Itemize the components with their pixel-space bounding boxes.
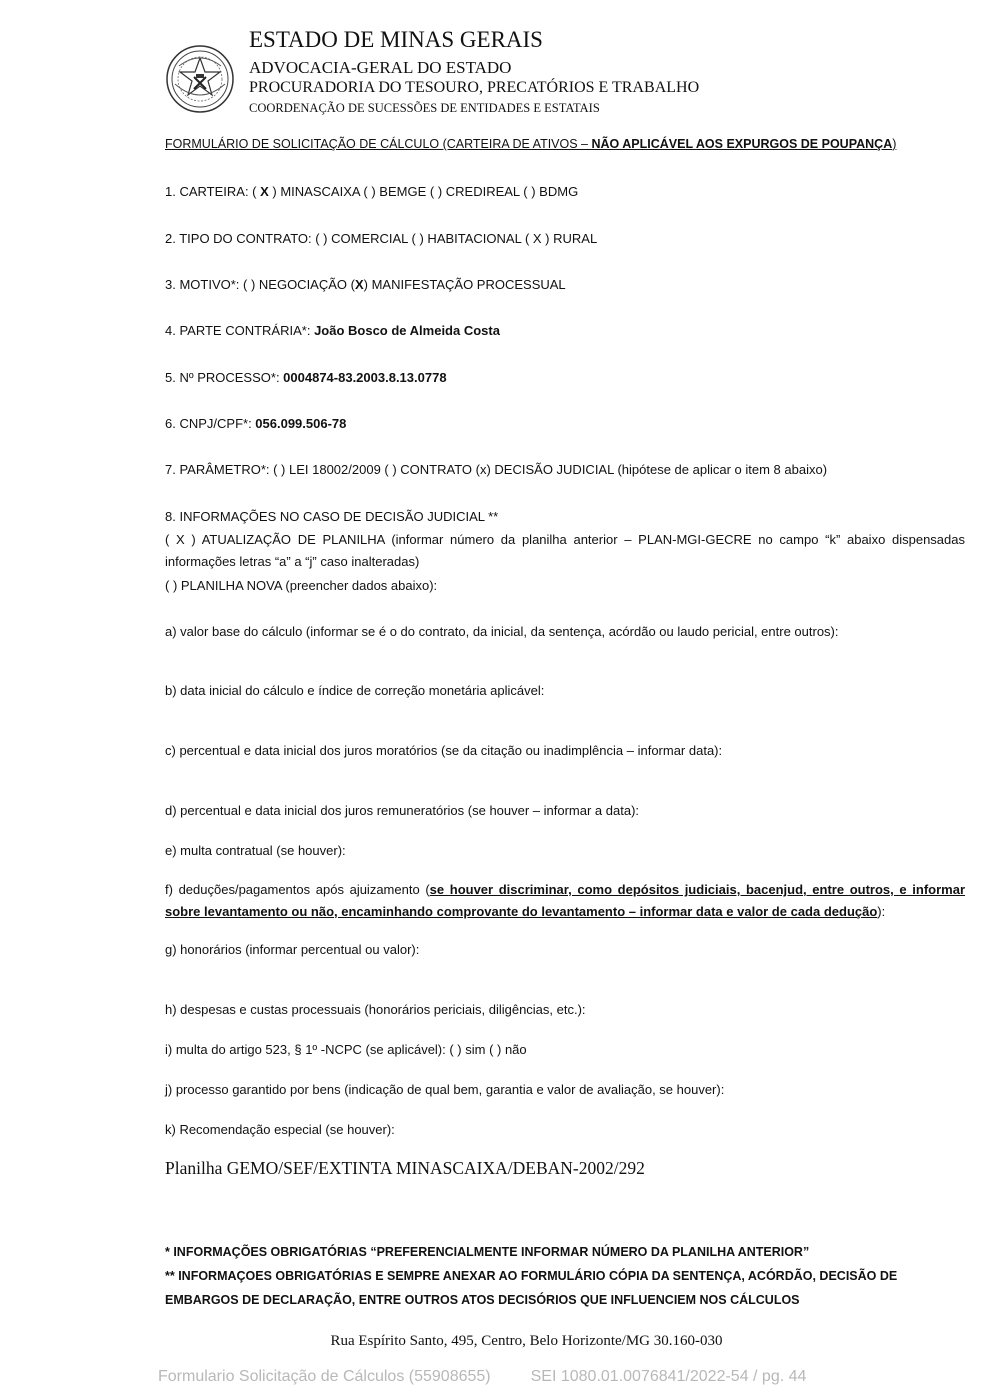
header-agency: ADVOCACIA-GERAL DO ESTADO [249, 58, 512, 77]
field-f: f) deduções/pagamentos após ajuizamento (se houver discriminar, como depósitos judiciais, bacenjud, entre outros, e informar sobre levantamento ou não, encaminhando comprovante do levantamento – informar data e valor de cada dedução): [165, 882, 965, 919]
item-cnpj-cpf: 6. CNPJ/CPF*: 056.099.506-78 [165, 416, 347, 431]
form-title: FORMULÁRIO DE SOLICITAÇÃO DE CÁLCULO (CARTEIRA DE ATIVOS – NÃO APLICÁVEL AOS EXPURGOS DE POUPANÇA) [165, 137, 897, 151]
field-d: d) percentual e data inicial dos juros remuneratórios (se houver – informar a data): [165, 803, 640, 818]
field-e: e) multa contratual (se houver): [165, 843, 346, 858]
field-h: h) despesas e custas processuais (honorários periciais, diligências, etc.): [165, 1002, 586, 1017]
field-j: j) processo garantido por bens (indicação de qual bem, garantia e valor de avaliação, se houver): [165, 1082, 725, 1097]
item-parametro: 7. PARÂMETRO*: ( ) LEI 18002/2009 ( ) CONTRATO (x) DECISÃO JUDICIAL (hipótese de aplicar o item 8 abaixo) [165, 462, 828, 477]
note-mandatory-2: ** INFORMAÇOES OBRIGATÓRIAS E SEMPRE ANEXAR AO FORMULÁRIO CÓPIA DA SENTENÇA, ACÓRDÃO, DECISÃO DE EMBARGOS DE DECLARAÇÃO, ENTRE OUTROS ATOS DECISÓRIOS QUE INFLUENCIEM NOS CÁLCULOS [165, 1269, 898, 1307]
field-k-value: Planilha GEMO/SEF/EXTINTA MINASCAIXA/DEBAN-2002/292 [165, 1158, 645, 1178]
item8-title: 8. INFORMAÇÕES NO CASO DE DECISÃO JUDICIAL ** [165, 509, 499, 524]
field-i: i) multa do artigo 523, § 1º -NCPC (se aplicável): ( ) sim ( ) não [165, 1042, 527, 1057]
item-motivo: 3. MOTIVO*: ( ) NEGOCIAÇÃO (X) MANIFESTAÇÃO PROCESSUAL [165, 277, 566, 292]
item-processo: 5. Nº PROCESSO*: 0004874-83.2003.8.13.0778 [165, 370, 447, 385]
cnpj-cpf-value: 056.099.506-78 [255, 416, 347, 431]
footer-address: Rua Espírito Santo, 495, Centro, Belo Horizonte/MG 30.160-030 [330, 1333, 723, 1349]
sei-stamp-document: Formulario Solicitação de Cálculos (55908655) [158, 1368, 491, 1385]
header-department: PROCURADORIA DO TESOURO, PRECATÓRIOS E TRABALHO [249, 79, 700, 96]
parte-contraria-value: João Bosco de Almeida Costa [314, 323, 500, 338]
item-carteira: 1. CARTEIRA: ( X ) MINASCAIXA ( ) BEMGE ( ) CREDIREAL ( ) BDMG [165, 184, 579, 199]
field-a: a) valor base do cálculo (informar se é o do contrato, da inicial, da sentença, acórdão ou laudo pericial, entre outros): [165, 624, 839, 639]
item8-option-atualizacao: ( X ) ATUALIZAÇÃO DE PLANILHA (informar número da planilha anterior – PLAN-MGI-GECRE no campo “k” abaixo dispensadas informações letras “a” a “j” caso inalteradas) [165, 532, 965, 569]
state-seal-icon [165, 44, 235, 114]
item-tipo-contrato: 2. TIPO DO CONTRATO: ( ) COMERCIAL ( ) HABITACIONAL ( X ) RURAL [165, 231, 598, 246]
field-b: b) data inicial do cálculo e índice de correção monetária aplicável: [165, 683, 545, 698]
sei-stamp-process: SEI 1080.01.0076841/2022-54 / pg. 44 [530, 1368, 807, 1385]
item-parte-contraria: 4. PARTE CONTRÁRIA*: João Bosco de Almeida Costa [165, 323, 500, 338]
field-g: g) honorários (informar percentual ou valor): [165, 942, 420, 957]
field-k: k) Recomendação especial (se houver): [165, 1122, 395, 1137]
note-mandatory-1: * INFORMAÇÕES OBRIGATÓRIAS “PREFERENCIALMENTE INFORMAR NÚMERO DA PLANILHA ANTERIOR” [165, 1245, 810, 1259]
field-c: c) percentual e data inicial dos juros moratórios (se da citação ou inadimplência – informar data): [165, 743, 723, 758]
header-coordination: COORDENAÇÃO DE SUCESSÕES DE ENTIDADES E ESTATAIS [249, 101, 600, 115]
sei-stamp [158, 1368, 806, 1386]
header-title: ESTADO DE MINAS GERAIS [249, 27, 543, 52]
processo-value: 0004874-83.2003.8.13.0778 [283, 370, 447, 385]
item8-option-planilha-nova: ( ) PLANILHA NOVA (preencher dados abaixo): [165, 578, 438, 593]
